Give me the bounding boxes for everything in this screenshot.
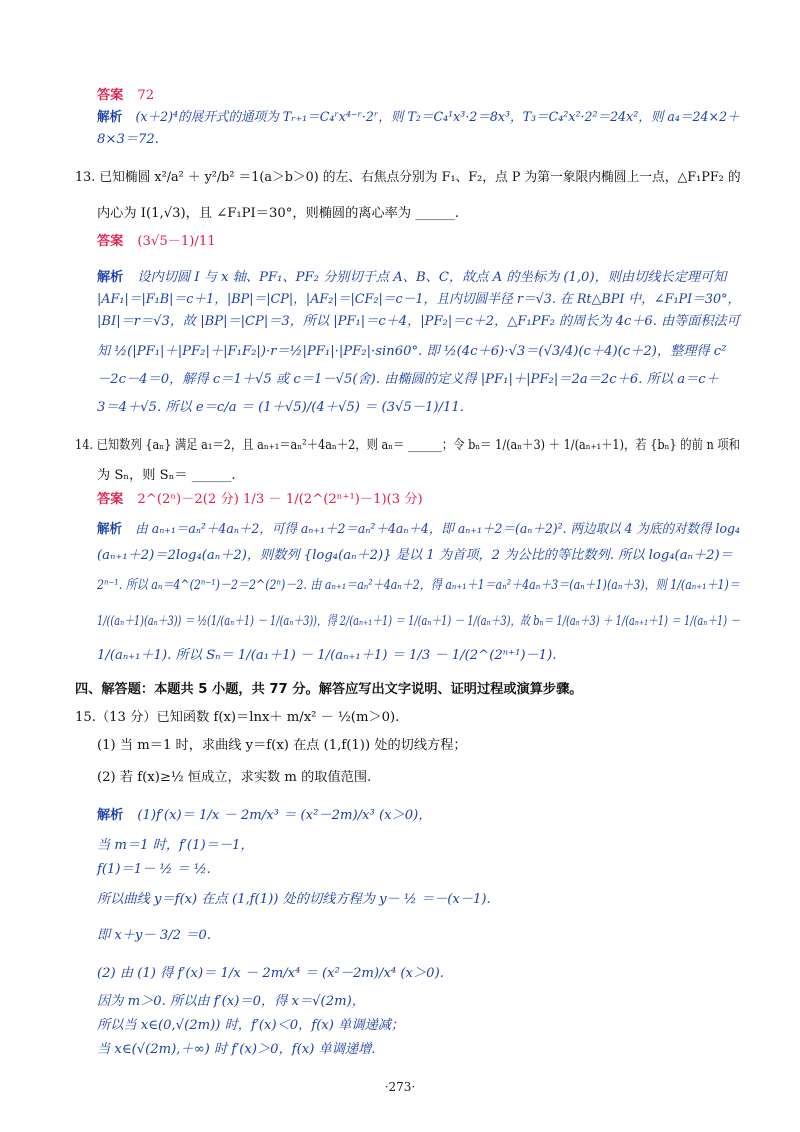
- answer-label: 答案: [97, 88, 124, 103]
- text-line-sol15f: [97, 964, 444, 984]
- solution-label: 解析: [97, 110, 123, 125]
- text-line-ans14: [97, 490, 423, 510]
- section-text: 四、解答题：本题共 5 小题，共 77 分。解答应写出文字说明、证明过程或演算步骤。: [75, 682, 583, 697]
- solution-text: 知 ½(|PF₁|＋|PF₂|＋|F₁F₂|)·r＝½|PF₁|·|PF₂|·sin60°. 即 ½(4c＋6)·√3＝(√3/4)(c＋4)(c＋2)，整理得 c²: [97, 344, 727, 359]
- solution-label: 解析: [97, 270, 124, 285]
- solution-text: f(1)＝1－ ½ ＝ ½.: [97, 862, 211, 877]
- question-text: (2) 若 f(x)≥½ 恒成立，求实数 m 的取值范围.: [97, 770, 372, 785]
- solution-text: 所以当 x∈(0,√(2m)) 时，f′(x)＜0，f(x) 单调递减；: [97, 1018, 405, 1033]
- solution-label: 解析: [97, 522, 123, 537]
- text-line-sol14c: [97, 576, 740, 596]
- text-line-sol12a: [97, 108, 740, 128]
- question-text: 为 Sₙ，则 Sₙ＝ ______.: [97, 468, 236, 483]
- solution-text: |BI|＝r＝√3，故 |BP|＝|CP|＝3，所以 |PF₁|＝c＋4，|PF₂|＝c＋2，△F₁PF₂ 的周长为 4c＋6. 由等面积法可: [97, 314, 740, 329]
- text-line-q15b: [97, 736, 467, 756]
- solution-text: 1/(aₙ₊₁＋1). 所以 Sₙ＝ 1/(a₁＋1) － 1/(aₙ₊₁＋1) ＝ 1/3 － 1/(2^(2ⁿ⁺¹)－1).: [97, 648, 557, 663]
- solution-text: (1)f′(x)＝ 1/x － 2m/x³ ＝ (x²－2m)/x³ (x＞0)，: [137, 808, 432, 823]
- solution-text: 由 aₙ₊₁＝aₙ²＋4aₙ＋2，可得 aₙ₊₁＋2＝aₙ²＋4aₙ＋4，即 aₙ₊₁＋2＝(aₙ＋2)². 两边取以 4 为底的对数得 log₄: [135, 522, 741, 537]
- text-line-sol12b: [97, 130, 159, 150]
- question-text: 15.（13 分）已知函数 f(x)＝lnx＋ m/x² － ½(m＞0).: [75, 710, 400, 725]
- answer-label: 答案: [97, 234, 124, 249]
- solution-text: 当 x∈(√(2m),＋∞) 时 f′(x)＞0，f(x) 单调递增.: [97, 1042, 376, 1057]
- text-line-sol15e: [97, 926, 211, 946]
- solution-text: |AF₁|＝|F₁B|＝c＋1，|BP|＝|CP|，|AF₂|＝|CF₂|＝c－1，且内切圆半径 r＝√3. 在 Rt△BPI 中，∠F₁PI＝30°，: [97, 292, 741, 307]
- question-text: 14. 已知数列 {aₙ} 满足 a₁＝2，且 aₙ₊₁＝aₙ²＋4aₙ＋2，则 aₙ＝ ______；令 bₙ＝ 1/(aₙ＋3) ＋ 1/(aₙ₊₁＋1)，若 {bₙ} 的前 n 项和: [75, 438, 740, 453]
- solution-label: 解析: [97, 808, 124, 823]
- solution-text: 3＝4＋√5. 所以 e＝c/a ＝ (1＋√5)/(4＋√5) ＝ (3√5－1)/11.: [97, 400, 464, 415]
- solution-text: (aₙ₊₁＋2)＝2log₄(aₙ＋2)，则数列 {log₄(aₙ＋2)} 是以 1 为首项，2 为公比的等比数列. 所以 log₄(aₙ＋2)＝: [97, 548, 733, 563]
- question-text: 内心为 I(1,√3)，且 ∠F₁PI＝30°，则椭圆的离心率为 ______.: [97, 206, 459, 221]
- text-line-q13b: [97, 204, 459, 224]
- text-line-sol15b: [97, 836, 254, 856]
- solution-text: 2ⁿ⁻¹. 所以 aₙ＝4^(2ⁿ⁻¹)－2＝2^(2ⁿ)－2. 由 aₙ₊₁＝aₙ²＋4aₙ＋2，得 aₙ₊₁＋1＝aₙ²＋4aₙ＋3＝(aₙ＋1)(aₙ＋3)，则 1/(aₙ₊₁＋1)＝: [97, 578, 740, 593]
- answer-text: 2^(2ⁿ)－2(2 分) 1/3 － 1/(2^(2ⁿ⁺¹)－1)(3 分): [137, 492, 423, 507]
- solution-text: －2c－4＝0，解得 c＝1＋√5 或 c＝1－√5(舍). 由椭圆的定义得 |PF₁|＋|PF₂|＝2a＝2c＋6. 所以 a＝c＋: [97, 372, 719, 387]
- solution-text: (x＋2)⁴的展开式的通项为 Tᵣ₊₁＝C₄ʳx⁴⁻ʳ·2ʳ，则 T₂＝C₄¹x³·2＝8x³，T₃＝C₄²x²·2²＝24x²，则 a₄＝24×2＋: [135, 110, 740, 125]
- text-line-sol14b: [97, 546, 733, 566]
- text-line-sol13e: [97, 370, 719, 390]
- text-line-q14b: [97, 466, 236, 486]
- question-text: (1) 当 m＝1 时，求曲线 y＝f(x) 在点 (1,f(1)) 处的切线方程；: [97, 738, 467, 753]
- solution-text: 设内切圆 I 与 x 轴、PF₁、PF₂ 分别切于点 A、B、C，故点 A 的坐标为 (1,0)，则由切线长定理可知: [137, 270, 727, 285]
- solution-text: 因为 m＞0. 所以由 f′(x)＝0，得 x＝√(2m)，: [97, 994, 365, 1009]
- page-number: ·273·: [384, 1080, 416, 1094]
- solution-text: 8×3＝72.: [97, 132, 159, 147]
- text-line-sec4: [75, 680, 582, 700]
- solution-text: 当 m＝1 时，f′(1)＝－1，: [97, 838, 254, 853]
- text-line-q15a: [75, 708, 399, 728]
- text-line-sol15a: [97, 806, 431, 826]
- answer-text: 72: [137, 88, 155, 103]
- text-line-sol13f: [97, 398, 464, 418]
- text-line-q14a: [75, 436, 740, 456]
- text-line-sol13d: [97, 342, 726, 362]
- text-line-ans13: [97, 232, 216, 252]
- question-text: 13. 已知椭圆 x²/a² ＋ y²/b² ＝1(a＞b＞0) 的左、右焦点分别为 F₁、F₂，点 P 为第一象限内椭圆上一点，△F₁PF₂ 的: [75, 170, 741, 185]
- text-line-sol15h: [97, 1016, 404, 1036]
- text-line-sol14d: [97, 612, 740, 632]
- text-line-q13a: [75, 168, 741, 188]
- solution-text: 1/((aₙ＋1)(aₙ＋3)) ＝ ½(1/(aₙ＋1) － 1/(aₙ＋3))，得 2/(aₙ₊₁＋1) ＝ 1/(aₙ＋1) － 1/(aₙ＋3)，故 bₙ＝ 1/(aₙ＋3) ＋ 1/(aₙ₊₁＋1) ＝ 1/(aₙ＋1) －: [97, 614, 741, 629]
- text-line-q15c: [97, 768, 371, 788]
- solution-text: 即 x＋y－ 3/2 ＝0.: [97, 928, 212, 943]
- answer-text: (3√5－1)/11: [137, 234, 216, 249]
- text-line-sol14a: [97, 520, 740, 540]
- solution-text: (2) 由 (1) 得 f′(x)＝ 1/x － 2m/x⁴ ＝ (x²－2m)/x⁴ (x＞0).: [97, 966, 444, 981]
- answer-label: 答案: [97, 492, 124, 507]
- text-line-sol15g: [97, 992, 365, 1012]
- text-line-sol15d: [97, 890, 491, 910]
- text-line-sol13a: [97, 268, 726, 288]
- text-line-ans12: [97, 86, 154, 106]
- text-line-sol13b: [97, 290, 740, 310]
- text-line-sol15i: [97, 1040, 376, 1060]
- text-line-sol13c: [97, 312, 740, 332]
- text-line-sol15c: [97, 860, 211, 880]
- text-line-sol14e: [97, 646, 556, 666]
- solution-text: 所以曲线 y＝f(x) 在点 (1,f(1)) 处的切线方程为 y－ ½ ＝－(x－1).: [97, 892, 491, 907]
